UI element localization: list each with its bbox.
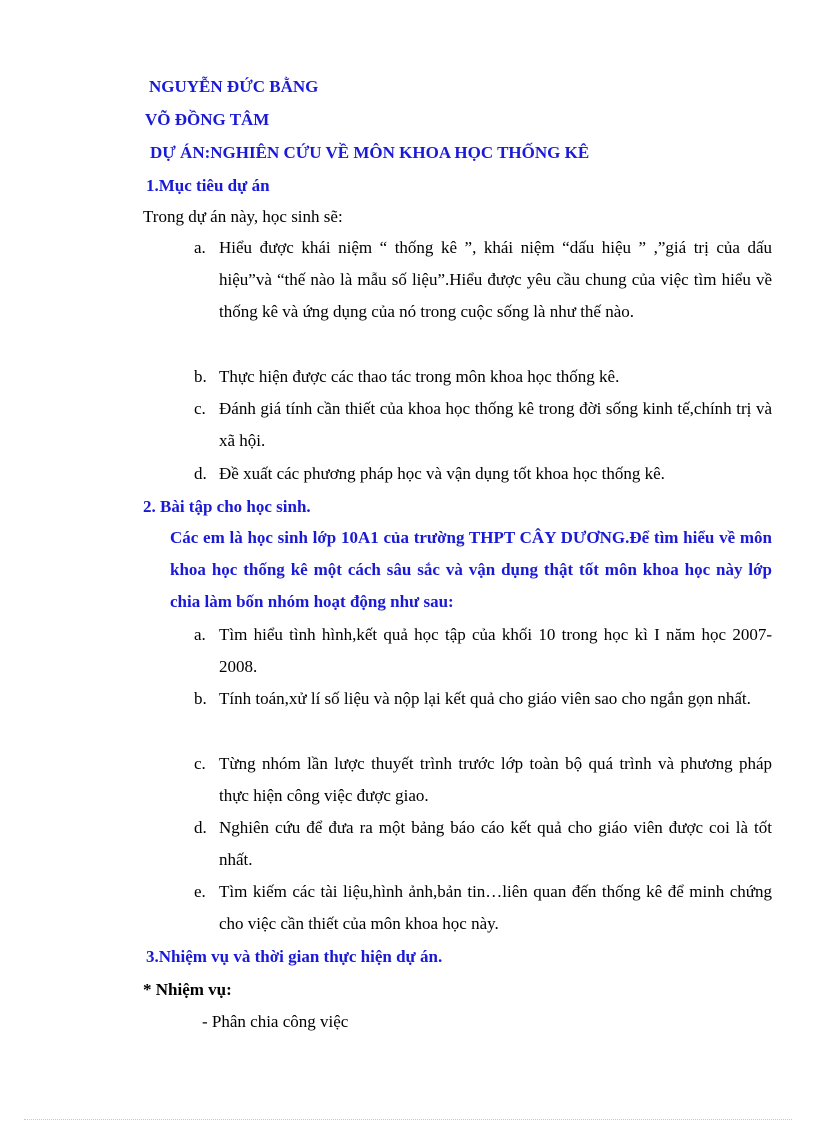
list-item-text: Hiểu được khái niệm “ thống kê ”, khái niệm “dấu hiệu ” ,”giá trị của dấu hiệu”và “thế nào là mẫu số liệu”.Hiểu được yêu cầu chung của việc tìm hiểu về thống kê và ứng dụng của nó trong cuộc sống là như thế nào.	[219, 238, 772, 321]
list-marker: a.	[194, 625, 206, 644]
list-marker: d.	[194, 464, 207, 483]
section3-heading: 3.Nhiệm vụ và thời gian thực hiện dự án.	[146, 947, 443, 966]
list-item-text: Đề xuất các phương pháp học và vận dụng tốt khoa học thống kê.	[219, 464, 665, 483]
section2-heading: 2. Bài tập cho học sinh.	[143, 497, 311, 516]
list-marker: b.	[194, 367, 207, 386]
list-marker: c.	[194, 754, 206, 773]
list-marker: a.	[194, 238, 206, 257]
section2-intro: Các em là học sinh lớp 10A1 của trường THPT CÂY DƯƠNG.Để tìm hiểu về môn khoa học thống kê một cách sâu sắc và vận dụng thật tốt môn khoa học này lớp chia làm bốn nhóm hoạt động như sau:	[170, 528, 772, 611]
author-name-1: NGUYỄN ĐỨC BẰNG	[149, 77, 319, 96]
list-item-text: Đánh giá tính cần thiết của khoa học thống kê trong đời sống kinh tế,chính trị và xã hội.	[219, 399, 772, 450]
section1-intro: Trong dự án này, học sinh sẽ:	[143, 207, 343, 226]
list-marker: b.	[194, 689, 207, 708]
section3-subheading: * Nhiệm vụ:	[143, 980, 232, 999]
list-item-text: Nghiên cứu để đưa ra một bảng báo cáo kết quả cho giáo viên được coi là tốt nhất.	[219, 818, 772, 869]
list-item-text: Tìm hiểu tình hình,kết quả học tập của khối 10 trong học kì I năm học 2007-2008.	[219, 625, 772, 676]
list-item-text: Thực hiện được các thao tác trong môn khoa học thống kê.	[219, 367, 620, 386]
list-item-text: Tính toán,xử lí số liệu và nộp lại kết quả cho giáo viên sao cho ngắn gọn nhất.	[219, 689, 751, 708]
section1-heading: 1.Mục tiêu dự án	[146, 176, 270, 195]
list-marker: e.	[194, 882, 206, 901]
list-item-text: Từng nhóm lần lược thuyết trình trước lớp toàn bộ quá trình và phương pháp thực hiện công việc được giao.	[219, 754, 772, 805]
project-title: DỰ ÁN:NGHIÊN CỨU VỀ MÔN KHOA HỌC THỐNG KÊ	[150, 143, 590, 162]
list-marker: d.	[194, 818, 207, 837]
page-bottom-rule	[24, 1119, 792, 1120]
list-item-text: Tìm kiếm các tài liệu,hình ảnh,bản tin…liên quan đến thống kê để minh chứng cho việc cần thiết của môn khoa học này.	[219, 882, 772, 933]
list-marker: c.	[194, 399, 206, 418]
author-name-2: VÕ ĐỒNG TÂM	[145, 110, 270, 129]
section3-bullet: - Phân chia công việc	[202, 1012, 349, 1031]
